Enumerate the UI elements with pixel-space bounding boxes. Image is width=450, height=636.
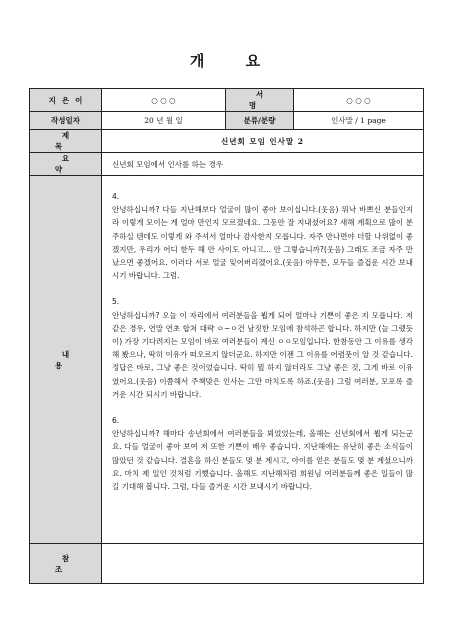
content-body — [102, 176, 424, 544]
type-label: 분류/분량 — [226, 112, 294, 130]
book-title-value: ○ ○ ○ — [294, 89, 424, 112]
section-number: 5. — [112, 297, 120, 307]
author-label: 지은이 — [30, 89, 102, 112]
page-title: 개 요 — [189, 52, 279, 70]
content-section — [112, 190, 413, 282]
content-section — [112, 295, 413, 401]
summary-value: 신년회 모임에서 인사를 하는 경우 — [102, 153, 424, 176]
summary-label: 요 약 — [30, 153, 102, 176]
content-label: 내 용 — [30, 176, 102, 544]
book-title-label: 서 명 — [226, 89, 294, 112]
reference-value — [102, 544, 424, 584]
document-form-table — [29, 88, 424, 584]
section-text: 안녕하십니까? 해마다 송년회에서 여러분들을 뵈었었는데, 올해는 신년회에서 뵙게 되는군요. 다들 얼굴이 좋아 보여 저 또한 기쁜이 배우 좋습니다. 지난해에는 유난히 좋은 소식들이 많았던 것 같습니다. 결혼을 하신 분들도 몇 분 계시고, 아이를 얻은 분들도 몇 분 계셨으니까요. 마치 제 일인 것처럼 기뻤습니다. 올해도 지난해처럼 희원님 여러분들께 좋은 일들이 많길 기대해 봅니다. 그럼, 다들 즐거운 시간 보내시기 바랍니다. — [112, 429, 413, 492]
subject-value: 신년회 모임 인사말 2 — [102, 130, 424, 153]
section-text: 안녕하십니까? 오늘 이 자리에서 여러분들을 뵙게 되어 얼마나 기쁜이 좋은 지 모릅니다. 저 같은 경우, 연말 연초 합쳐 대략 ㅇ~ㅇ건 남짓한 모임에 참석하곤 합니다. 하지만 (늘 그랬듯이) 가장 기다려지는 모임이 바로 여러분들이 계신 ㅇㅇ모임입니다. 한참동안 그 이유를 생각해 봤으나, 딱히 이유가 떠오르지 않더군요. 하지만 이젠 그 이유를 어렴풋이 알 것 같습니다. 정답은 바로, 그냥 좋은 것이었습니다. 딱히 뭘 하지 않더라도 그냥 좋은 것, 그게 바로 이유였어요.(웃음) 이쯤해서 주책맞은 인사는 그만 마치도록 하죠.(웃음) 그럼 여러분, 모포록 즐거운 시간 되시기 바랍니다. — [112, 310, 413, 399]
section-number: 6. — [112, 416, 120, 426]
date-value: 20 년 월 일 — [102, 112, 226, 130]
content-section — [112, 414, 413, 493]
reference-label: 참 조 — [30, 544, 102, 584]
date-label: 작성일자 — [30, 112, 102, 130]
section-number: 4. — [112, 192, 120, 201]
author-value: ○ ○ ○ — [102, 89, 226, 112]
subject-label: 제 목 — [30, 130, 102, 153]
type-value: 인사말 / 1 page — [294, 112, 424, 130]
section-text: 안녕하십니까? 다들 지난해보다 얼굴이 많이 좋아 보이십니다.(웃음) 뭐낙 바쁘신 분들인지라 이렇게 모이는 게 얼마 만인지 모르겠네요. 그동안 잘 지내셨어요? 새해 계획으로 많이 분주하실 텐데도 이렇게 와 주셔서 얼마나 감사한지 모릅니다. 자주 만나면야 더할 나위없이 좋겠지만, 우리가 어디 한두 해 안 사이도 아니고... 안 그렇습니까?(웃음) 그래도 조금 자주 만났으면 좋겠어요. 이러다 서로 얼굴 잊어버리겠어요.(웃음) 아무튼, 모두들 즐겁운 시간 보내시기 바랍니다. 그럼. — [112, 205, 413, 281]
